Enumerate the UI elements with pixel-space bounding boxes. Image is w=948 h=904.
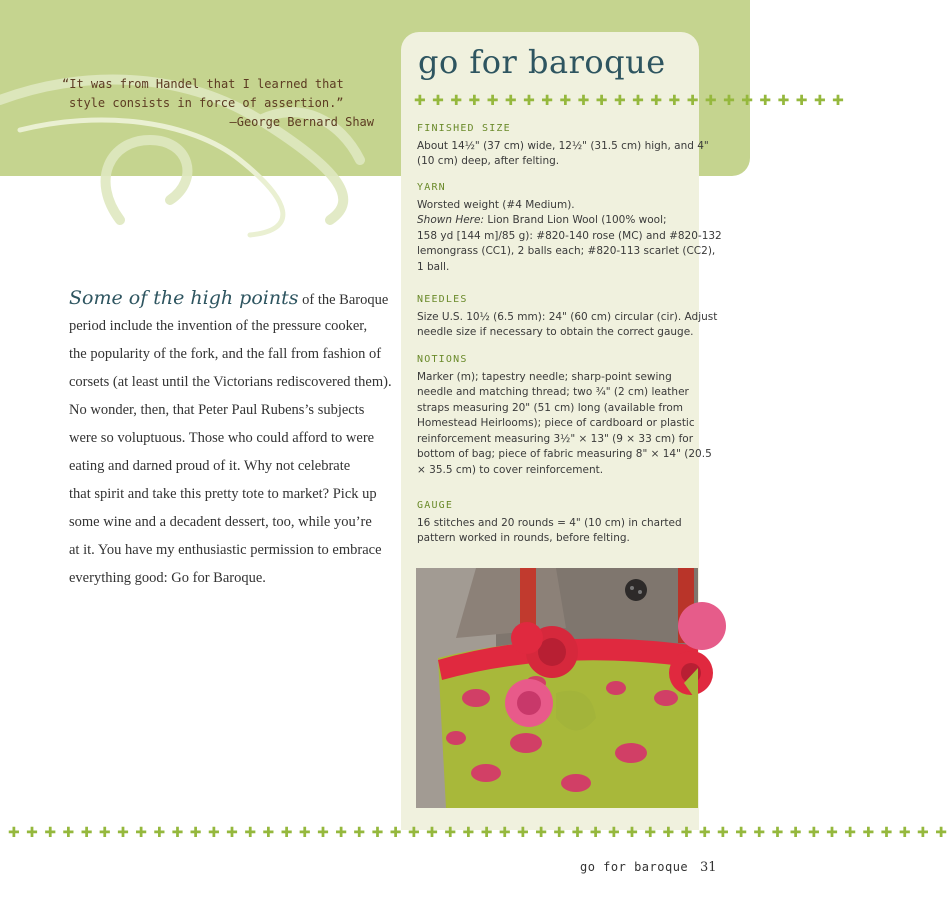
spec-line: lemongrass (CC1), 2 balls each; #820-113 scarlet (CC2), (417, 245, 716, 257)
spec-line: bottom of bag; piece of fabric measuring 8" × 14" (20.5 (417, 448, 712, 460)
intro-line: everything good: Go for Baroque. (69, 570, 266, 586)
shown-here-label: Shown Here: (417, 214, 484, 226)
spec-needles (417, 292, 718, 341)
cross-flower-icon: ✚ ✚ ✚ ✚ ✚ ✚ ✚ ✚ ✚ ✚ ✚ ✚ ✚ ✚ ✚ ✚ ✚ ✚ ✚ ✚ ✚ ✚ ✚ ✚ (414, 93, 845, 109)
spec-finished-size (417, 121, 709, 170)
spec-line: About 14½" (37 cm) wide, 12½" (31.5 cm) high, and 4" (417, 139, 709, 152)
intro-line: that spirit and take this pretty tote to market? Pick up (69, 486, 377, 502)
spec-line: needle and matching thread; two ¾" (2 cm) leather (417, 386, 689, 398)
spec-yarn (417, 180, 722, 275)
spec-heading: NEEDLES (417, 294, 468, 305)
page-number: 31 (700, 860, 717, 875)
quote-attribution: —George Bernard Shaw (229, 115, 374, 129)
intro-line: period include the invention of the pressure cooker, (69, 318, 368, 334)
sidebar-title: go for baroque (418, 43, 666, 81)
spec-line: 1 ball. (417, 260, 450, 273)
spec-line (417, 213, 709, 229)
spec-heading: GAUGE (417, 500, 454, 511)
spec-notions (417, 352, 712, 478)
spec-heading: YARN (417, 182, 446, 193)
spec-line: Size U.S. 10½ (6.5 mm): 24" (60 cm) circular (cir). Adjust (417, 310, 718, 323)
intro-body (69, 284, 392, 592)
quote-line: “It was from Handel that I learned that (62, 77, 344, 91)
tote-bag-illustration (416, 568, 698, 808)
spec-line: pattern worked in rounds, before felting. (417, 532, 630, 544)
intro-line: were so voluptuous. Those who could afford to were (69, 430, 375, 446)
spec-line: Marker (m); tapestry needle; sharp-point sewing (417, 370, 672, 383)
intro-line: No wonder, then, that Peter Paul Rubens’s subjects (69, 402, 365, 418)
spec-line: needle size if necessary to obtain the correct gauge. (417, 326, 694, 338)
spec-heading: FINISHED SIZE (417, 123, 511, 134)
running-footer-title: go for baroque (580, 860, 689, 874)
intro-line: eating and darned proud of it. Why not celebrate (69, 458, 351, 474)
spec-gauge (417, 498, 709, 547)
spec-line: Worsted weight (#4 Medium). (417, 198, 575, 211)
quote-line: style consists in force of assertion.” (69, 96, 344, 110)
intro-line: corsets (at least until the Victorians rediscovered them). (69, 374, 392, 390)
spec-line: 16 stitches and 20 rounds = 4" (10 cm) in charted (417, 516, 682, 529)
intro-line: some wine and a decadent dessert, too, while you’re (69, 514, 372, 530)
spec-line: × 35.5 cm) to cover reinforcement. (417, 463, 604, 476)
intro-line: at it. You have my enthusiastic permission to embrace (69, 542, 382, 558)
spec-heading: NOTIONS (417, 354, 468, 365)
felted-tote-photo (416, 568, 698, 808)
spec-line: Homestead Heirlooms); piece of cardboard or plastic (417, 417, 695, 429)
spec-line-text: Lion Brand Lion Wool (100% wool; (487, 214, 667, 226)
lead-in: Some of the high points (69, 287, 299, 309)
spec-line: reinforcement measuring 3½" × 13" (9 × 33 cm) for (417, 432, 694, 445)
cross-flower-icon: ✚ ✚ ✚ ✚ ✚ ✚ ✚ ✚ ✚ ✚ ✚ ✚ ✚ ✚ ✚ ✚ ✚ ✚ ✚ ✚ ✚ ✚ ✚ ✚ ✚ ✚ ✚ ✚ ✚ ✚ ✚ ✚ ✚ ✚ ✚ ✚ ✚ ✚ ✚ ✚ ✚ ✚ ✚ ✚ ✚ ✚ ✚ ✚ ✚ ✚ ✚ ✚ (8, 825, 948, 841)
spec-line: straps measuring 20" (51 cm) long (available from (417, 401, 683, 414)
intro-line-rest: of the Baroque (298, 292, 389, 308)
intro-line: the popularity of the fork, and the fall from fashion of (69, 346, 382, 362)
intro-first-line (69, 284, 389, 312)
epigraph-quote (62, 75, 382, 132)
spec-line: (10 cm) deep, after felting. (417, 155, 560, 167)
spec-line: 158 yd [144 m]/85 g): #820-140 rose (MC) and #820-132 (417, 229, 722, 242)
